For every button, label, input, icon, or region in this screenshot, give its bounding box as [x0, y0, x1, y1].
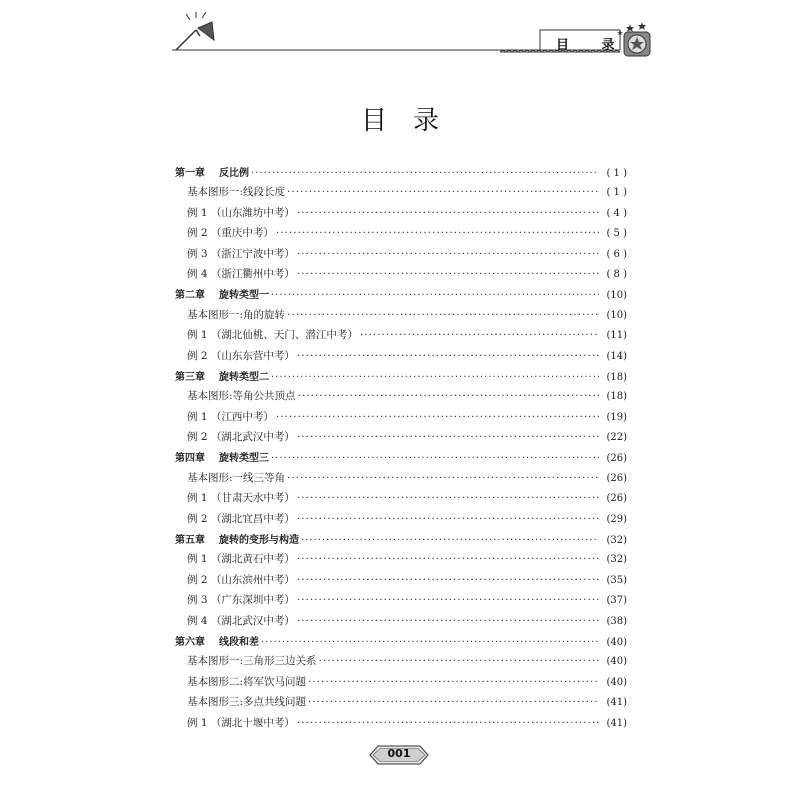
- toc-title: 反比例: [219, 168, 249, 179]
- toc-title: 旋转类型三: [219, 453, 269, 465]
- toc-chapter-row[interactable]: [175, 286, 627, 306]
- toc-entry-row[interactable]: [175, 694, 627, 714]
- toc-page-number: (41): [606, 697, 627, 709]
- toc-page-number: ( 1 ): [606, 187, 627, 199]
- toc-page-number: (11): [606, 330, 627, 342]
- toc-page-number: (29): [606, 513, 627, 525]
- toc-title: 例 2 （山东东营中考）: [187, 349, 295, 362]
- toc-title: 旋转类型一: [219, 290, 269, 302]
- toc-page-number: (40): [606, 676, 627, 688]
- toc-leader-dots: [271, 372, 599, 383]
- toc-title: 例 2 （湖北宜昌中考）: [187, 512, 295, 525]
- toc-title: 基本图形三:多点共线问题: [187, 696, 307, 709]
- toc-page-number: (19): [606, 411, 627, 423]
- toc-chapter-row[interactable]: [175, 531, 627, 551]
- toc-leader-dots: [298, 390, 599, 402]
- toc-title: 例 1 （山东潍坊中考）: [187, 206, 295, 219]
- toc-leader-dots: [251, 168, 599, 179]
- toc-entry-row[interactable]: [175, 551, 627, 571]
- toc-page-number: (10): [606, 309, 627, 321]
- toc-title: 例 3 （广东深圳中考）: [187, 594, 295, 607]
- toc-page-number: ( 8 ): [606, 268, 627, 280]
- toc-page-number: ( 5 ): [606, 228, 627, 240]
- toc-entry-row[interactable]: [175, 409, 627, 429]
- toc-leader-dots: [287, 186, 599, 198]
- toc-title: 旋转的变形与构造: [219, 535, 299, 547]
- page-header: [0, 0, 800, 70]
- toc-leader-dots: [271, 453, 599, 464]
- toc-title: 例 2 （山东滨州中考）: [187, 573, 295, 586]
- header-title: 目 录: [556, 38, 629, 53]
- toc-leader-dots: [297, 717, 599, 729]
- toc-title: 例 4 （浙江衢州中考）: [187, 267, 295, 280]
- toc-page-number: (26): [606, 472, 627, 484]
- page-title: 目录: [360, 106, 465, 136]
- toc-leader-dots: [297, 615, 599, 627]
- toc-entry-row[interactable]: [175, 572, 627, 592]
- toc-leader-dots: [297, 350, 599, 362]
- toc-leader-dots: [261, 637, 599, 648]
- toc-entry-row[interactable]: [175, 653, 627, 673]
- toc-entry-row[interactable]: [175, 388, 627, 408]
- toc-chapter-number: 第一章: [175, 168, 205, 179]
- toc-title: 基本图形:一线三等角: [187, 471, 286, 484]
- toc-page-number: (18): [606, 371, 627, 383]
- toc-page-number: (38): [606, 615, 627, 627]
- toc-leader-dots: [301, 535, 599, 546]
- toc-leader-dots: [308, 696, 599, 708]
- toc-title: 例 4 （湖北武汉中考）: [187, 614, 295, 627]
- toc-page-number: (32): [606, 554, 627, 566]
- toc-page-number: (26): [606, 453, 627, 465]
- toc-chapter-number: 第六章: [175, 636, 205, 648]
- toc-leader-dots: [297, 207, 599, 219]
- toc-chapter-row[interactable]: [175, 164, 627, 184]
- toc-page-number: ( 4 ): [606, 207, 627, 219]
- toc-leader-dots: [297, 268, 599, 280]
- toc-page-number: (14): [606, 350, 627, 362]
- toc-page-number: (18): [606, 391, 627, 403]
- toc-leader-dots: [297, 553, 599, 565]
- toc-chapter-number: 第四章: [175, 453, 205, 465]
- toc-page-number: ( 6 ): [606, 248, 627, 260]
- toc-page-number: (40): [606, 636, 627, 648]
- page-footer: [368, 744, 430, 766]
- toc-title: 例 1 （湖北仙桃、天门、潜江中考）: [187, 329, 358, 342]
- toc-leader-dots: [297, 594, 599, 606]
- toc-title: 例 1 （湖北黄石中考）: [187, 553, 295, 566]
- toc-leader-dots: [287, 309, 599, 321]
- toc-leader-dots: [297, 431, 599, 443]
- toc-page-number: (40): [606, 656, 627, 668]
- toc-leader-dots: [297, 248, 599, 260]
- toc-entry-row[interactable]: [175, 184, 627, 204]
- toc-entry-row[interactable]: [175, 327, 627, 347]
- toc-chapter-row[interactable]: [175, 449, 627, 469]
- toc-chapter-row[interactable]: [175, 633, 627, 653]
- toc-leader-dots: [287, 472, 599, 484]
- toc-leader-dots: [297, 574, 599, 586]
- toc-title: 基本图形一:线段长度: [187, 186, 286, 199]
- toc-page-number: (41): [606, 717, 627, 729]
- toc-title: 例 3 （浙江宁波中考）: [187, 247, 295, 260]
- toc-title: 例 1 （江西中考）: [187, 410, 274, 423]
- toc-leader-dots: [319, 655, 599, 667]
- toc-title: 基本图形二:将军饮马问题: [187, 675, 307, 688]
- toc-page-number: (35): [606, 574, 627, 586]
- toc-entry-row[interactable]: [175, 266, 627, 286]
- toc-chapter-number: 第二章: [175, 290, 205, 302]
- toc-title: 基本图形一:角的旋转: [187, 308, 286, 321]
- toc-chapter-number: 第五章: [175, 535, 205, 547]
- page-number: 001: [387, 747, 411, 760]
- toc-leader-dots: [360, 329, 599, 341]
- toc-title: 线段和差: [219, 636, 259, 648]
- toc-page-number: (37): [606, 595, 627, 607]
- toc-title: 旋转类型二: [219, 371, 269, 383]
- toc-entry-row[interactable]: [175, 674, 627, 694]
- toc-entry-row[interactable]: [175, 348, 627, 368]
- toc-entry-row[interactable]: [175, 307, 627, 327]
- toc-entry-row[interactable]: [175, 429, 627, 449]
- toc-leader-dots: [271, 290, 599, 301]
- toc-entry-row[interactable]: [175, 205, 627, 225]
- toc-page-number: (22): [606, 432, 627, 444]
- toc-page-number: (26): [606, 493, 627, 505]
- table-of-contents: [175, 164, 627, 735]
- toc-chapter-number: 第三章: [175, 371, 205, 383]
- toc-page-number: ( 1 ): [606, 168, 627, 179]
- toc-title: 例 1 （甘肃天水中考）: [187, 492, 295, 505]
- toc-title: 例 2 （湖北武汉中考）: [187, 431, 295, 444]
- toc-title: 基本图形:等角公共顶点: [187, 390, 296, 403]
- toc-entry-row[interactable]: [175, 511, 627, 531]
- toc-entry-row[interactable]: [175, 592, 627, 612]
- toc-page-number: (10): [606, 290, 627, 302]
- toc-entry-row[interactable]: [175, 246, 627, 266]
- toc-entry-row[interactable]: [175, 225, 627, 245]
- toc-title: 基本图形一:三角形三边关系: [187, 655, 317, 668]
- header-decoration-icon: [0, 0, 800, 70]
- toc-leader-dots: [308, 676, 599, 688]
- toc-leader-dots: [276, 411, 599, 423]
- toc-entry-row[interactable]: [175, 490, 627, 510]
- toc-title: 例 2 （重庆中考）: [187, 227, 274, 240]
- toc-page-number: (32): [606, 535, 627, 547]
- toc-chapter-row[interactable]: [175, 368, 627, 388]
- toc-leader-dots: [276, 227, 599, 239]
- toc-entry-row[interactable]: [175, 613, 627, 633]
- toc-entry-row[interactable]: [175, 470, 627, 490]
- toc-title: 例 1 （湖北十堰中考）: [187, 716, 295, 729]
- toc-leader-dots: [297, 513, 599, 525]
- toc-leader-dots: [297, 492, 599, 504]
- toc-entry-row[interactable]: [175, 715, 627, 735]
